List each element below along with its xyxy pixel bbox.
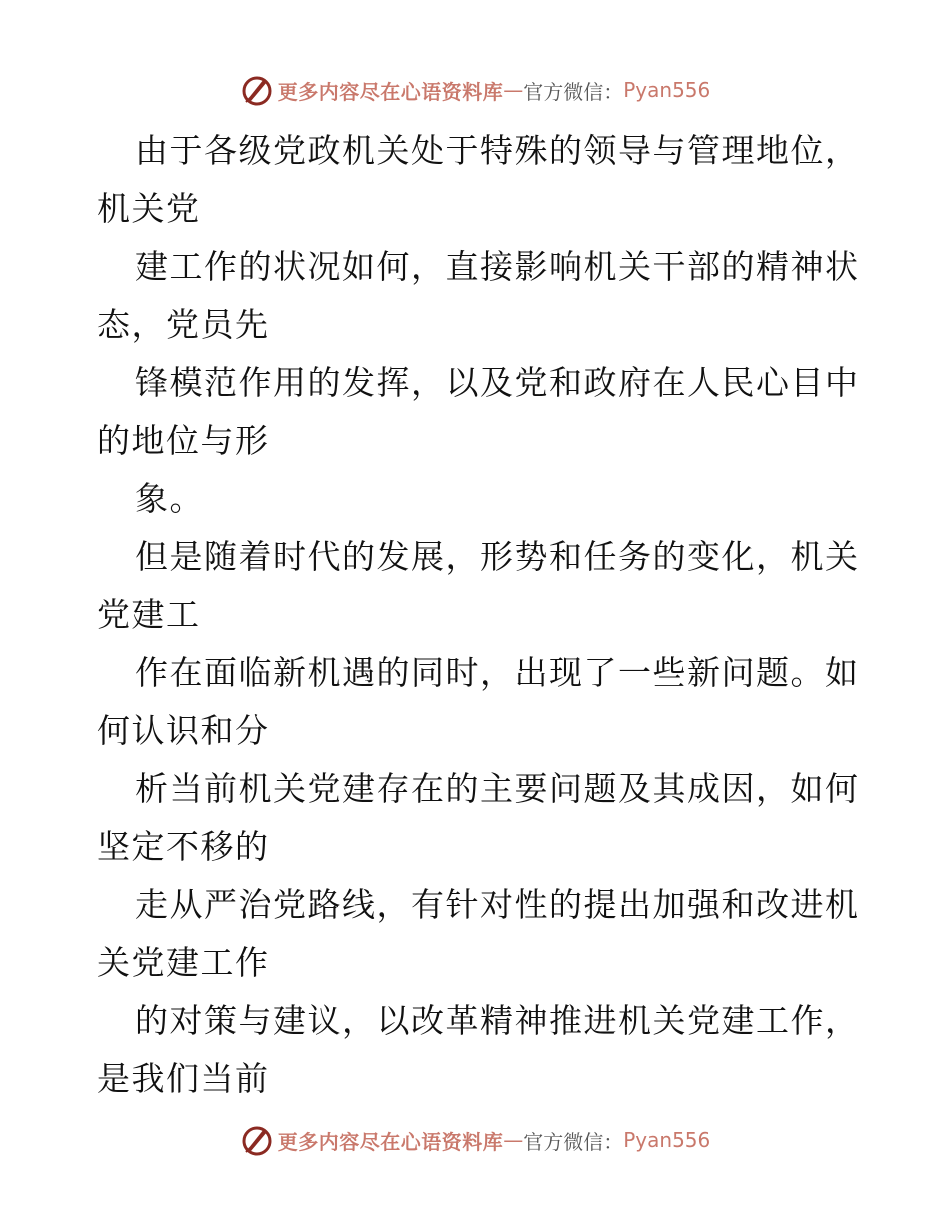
text-line: 作在面临新机遇的同时，出现了一些新问题。如: [135, 653, 860, 692]
header-banner: [0, 72, 950, 108]
banner-wechat-id: Pyan556: [623, 1128, 711, 1152]
text-line: 是我们当前: [97, 1059, 270, 1098]
document-body: [97, 122, 877, 1108]
banner-separator: —: [503, 1128, 524, 1152]
quill-logo-icon: [240, 1123, 274, 1157]
text-line: 关党建工作: [97, 943, 270, 982]
text-line: 象。: [135, 479, 204, 518]
footer-banner: [0, 1122, 950, 1158]
banner-separator: —: [503, 78, 524, 102]
text-line: 析当前机关党建存在的主要问题及其成因，如何: [135, 769, 860, 808]
text-line: 锋模范作用的发挥，以及党和政府在人民心目中: [135, 363, 860, 402]
banner-wechat-label: 官方微信：: [523, 79, 624, 104]
text-line: 坚定不移的: [97, 827, 270, 866]
banner-brand-text: 更多内容尽在心语资料库: [277, 79, 504, 104]
text-line: 何认识和分: [97, 711, 270, 750]
text-line: 建工作的状况如何，直接影响机关干部的精神状: [135, 247, 860, 286]
text-line: 走从严治党路线，有针对性的提出加强和改进机: [135, 885, 860, 924]
text-line: 但是随着时代的发展，形势和任务的变化，机关: [135, 537, 860, 576]
text-line: 的对策与建议，以改革精神推进机关党建工作，: [135, 1001, 860, 1040]
text-line: 由于各级党政机关处于特殊的领导与管理地位，: [135, 131, 860, 170]
text-line: 党建工: [97, 595, 201, 634]
text-line: 态，党员先: [97, 305, 270, 344]
banner-wechat-label: 官方微信：: [523, 1129, 624, 1154]
text-line: 机关党: [97, 189, 201, 228]
text-line: 的地位与形: [97, 421, 270, 460]
quill-logo-icon: [240, 73, 274, 107]
banner-brand-text: 更多内容尽在心语资料库: [277, 1129, 504, 1154]
banner-wechat-id: Pyan556: [623, 78, 711, 102]
